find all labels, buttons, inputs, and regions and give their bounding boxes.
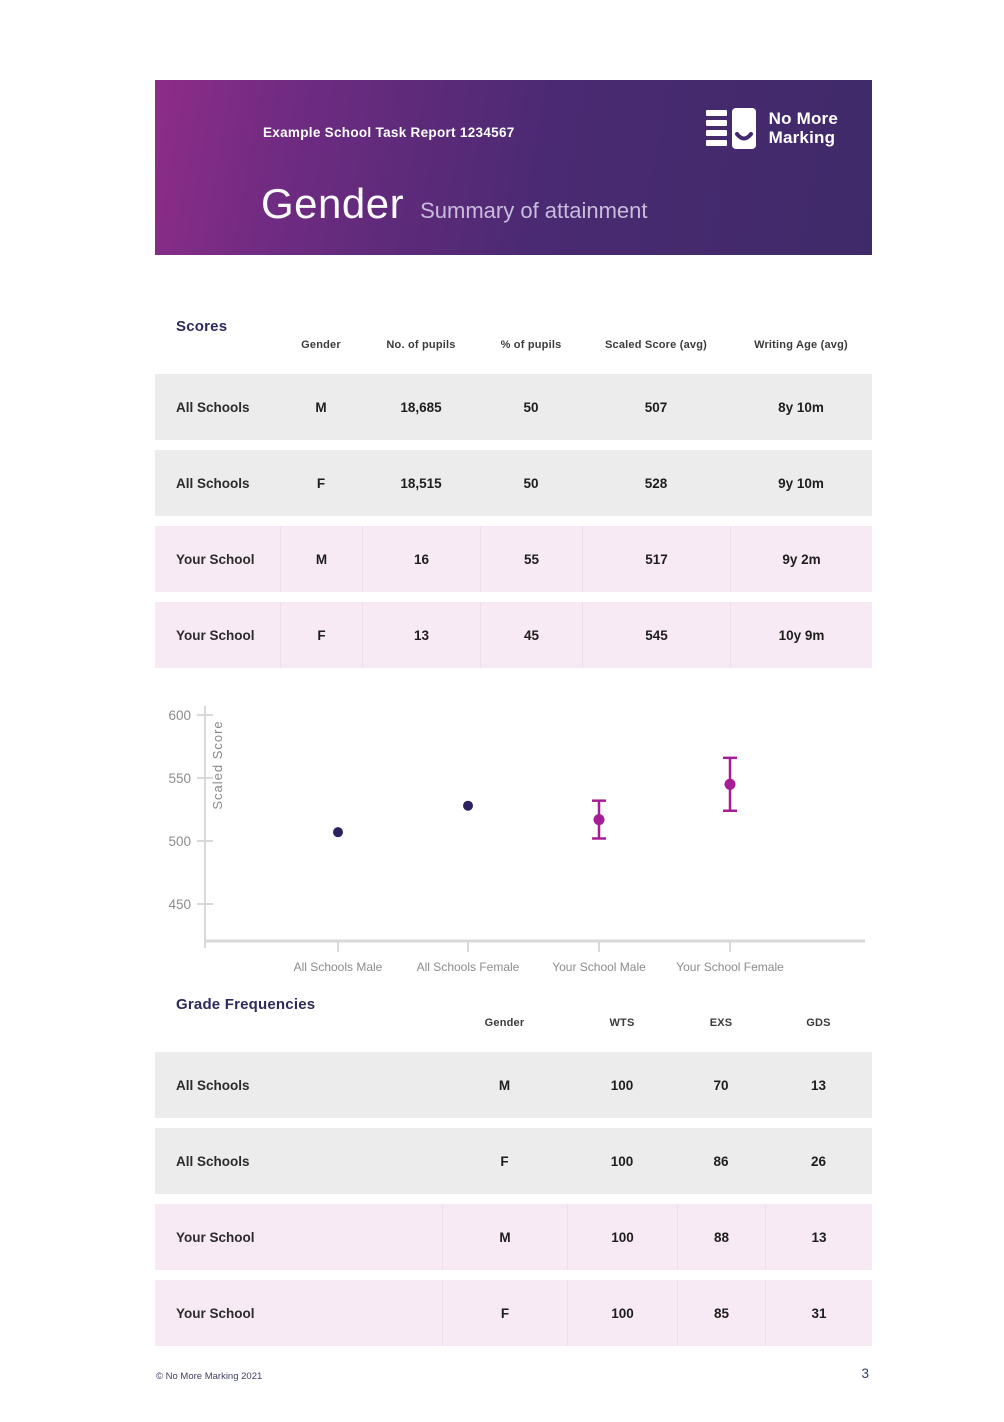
row-label: All Schools bbox=[176, 1077, 250, 1093]
y-tick-label: 450 bbox=[168, 897, 191, 912]
cell-gender: M bbox=[315, 399, 327, 415]
cell-writing-age: 8y 10m bbox=[778, 399, 824, 415]
header-title-row bbox=[261, 180, 648, 228]
x-category-label: All Schools Male bbox=[293, 960, 383, 974]
cell-scaled: 528 bbox=[644, 475, 668, 491]
cell-pct: 50 bbox=[523, 475, 539, 491]
row-label: All Schools bbox=[176, 1153, 250, 1169]
cell-gender: F bbox=[280, 602, 362, 668]
cell-wts: 100 bbox=[567, 1280, 677, 1346]
y-tick-label: 600 bbox=[168, 708, 191, 723]
y-tick-label: 550 bbox=[168, 771, 191, 786]
chart-point bbox=[725, 779, 736, 790]
logo-text-line2: Marking bbox=[768, 127, 836, 147]
cell-gds: 26 bbox=[810, 1153, 827, 1169]
cell-pupils: 16 bbox=[362, 526, 480, 592]
page-number: 3 bbox=[861, 1366, 869, 1381]
row-label: Your School bbox=[176, 1305, 255, 1321]
y-tick-label: 500 bbox=[168, 834, 191, 849]
grade-frequencies-section-title: Grade Frequencies bbox=[176, 996, 316, 1013]
cell-writing-age: 9y 10m bbox=[778, 475, 824, 491]
grade-frequencies-table-header bbox=[155, 996, 872, 1032]
footer-copyright: © No More Marking 2021 bbox=[156, 1371, 263, 1382]
chart-point bbox=[333, 827, 343, 837]
cell-gender: M bbox=[442, 1204, 567, 1270]
cell-exs: 88 bbox=[677, 1204, 765, 1270]
scores-col-scaled: Scaled Score (avg) bbox=[604, 339, 708, 351]
cell-gender: F bbox=[442, 1280, 567, 1346]
header-band bbox=[155, 80, 872, 255]
cell-writing-age: 10y 9m bbox=[730, 602, 872, 668]
cell-pct: 55 bbox=[480, 526, 582, 592]
cell-gds: 31 bbox=[765, 1280, 872, 1346]
scaled-score-chart bbox=[155, 690, 872, 985]
cell-writing-age: 9y 2m bbox=[730, 526, 872, 592]
chart-svg bbox=[155, 690, 872, 985]
table-row bbox=[155, 1280, 872, 1346]
row-label: All Schools bbox=[176, 475, 250, 491]
cell-wts: 100 bbox=[610, 1077, 634, 1093]
table-row bbox=[155, 526, 872, 592]
report-title: Example School Task Report 1234567 bbox=[263, 125, 515, 140]
no-more-marking-logo bbox=[706, 108, 838, 149]
page-title: Gender bbox=[261, 180, 405, 227]
row-label: Your School bbox=[176, 551, 255, 567]
cell-gender: F bbox=[316, 475, 326, 491]
logo-book-icon bbox=[706, 108, 756, 149]
cell-pupils: 18,515 bbox=[400, 475, 442, 491]
cell-gds: 13 bbox=[765, 1204, 872, 1270]
table-row bbox=[155, 1204, 872, 1270]
table-row bbox=[155, 374, 872, 440]
cell-gender: M bbox=[498, 1077, 511, 1093]
table-row bbox=[155, 1052, 872, 1118]
gf-col-gds: GDS bbox=[806, 1017, 831, 1029]
cell-scaled: 517 bbox=[582, 526, 730, 592]
row-label: Your School bbox=[176, 627, 255, 643]
chart-point bbox=[594, 814, 605, 825]
cell-pct: 45 bbox=[480, 602, 582, 668]
y-axis-title: Scaled Score bbox=[210, 720, 225, 810]
logo-text-line1: No More bbox=[768, 109, 838, 129]
row-label: Your School bbox=[176, 1229, 255, 1245]
scores-section bbox=[155, 318, 872, 668]
x-category-label: Your School Male bbox=[552, 960, 646, 974]
cell-wts: 100 bbox=[610, 1153, 634, 1169]
table-row bbox=[155, 450, 872, 516]
logo-text bbox=[769, 110, 838, 147]
scores-col-pct: % of pupils bbox=[500, 339, 562, 351]
scores-col-gender: Gender bbox=[301, 339, 341, 351]
cell-exs: 85 bbox=[677, 1280, 765, 1346]
scores-table-header bbox=[155, 318, 872, 354]
chart-point bbox=[463, 801, 473, 811]
page-subtitle: Summary of attainment bbox=[420, 198, 648, 223]
cell-exs: 70 bbox=[713, 1077, 729, 1093]
x-category-label: All Schools Female bbox=[416, 960, 520, 974]
table-row bbox=[155, 602, 872, 668]
cell-scaled: 545 bbox=[582, 602, 730, 668]
grade-frequencies-section bbox=[155, 996, 872, 1346]
cell-gender: F bbox=[500, 1153, 509, 1169]
gf-col-gender: Gender bbox=[484, 1017, 525, 1029]
scores-section-title: Scores bbox=[176, 318, 228, 335]
gf-col-wts: WTS bbox=[609, 1017, 635, 1029]
cell-wts: 100 bbox=[567, 1204, 677, 1270]
cell-gender: M bbox=[280, 526, 362, 592]
cell-pct: 50 bbox=[523, 399, 539, 415]
scores-col-writing: Writing Age (avg) bbox=[754, 339, 848, 351]
cell-pupils: 18,685 bbox=[400, 399, 442, 415]
gf-col-exs: EXS bbox=[709, 1017, 733, 1029]
table-row bbox=[155, 1128, 872, 1194]
row-label: All Schools bbox=[176, 399, 250, 415]
cell-exs: 86 bbox=[713, 1153, 729, 1169]
cell-scaled: 507 bbox=[644, 399, 668, 415]
scores-col-pupils: No. of pupils bbox=[386, 339, 456, 351]
x-category-label: Your School Female bbox=[676, 960, 784, 974]
cell-pupils: 13 bbox=[362, 602, 480, 668]
cell-gds: 13 bbox=[810, 1077, 827, 1093]
